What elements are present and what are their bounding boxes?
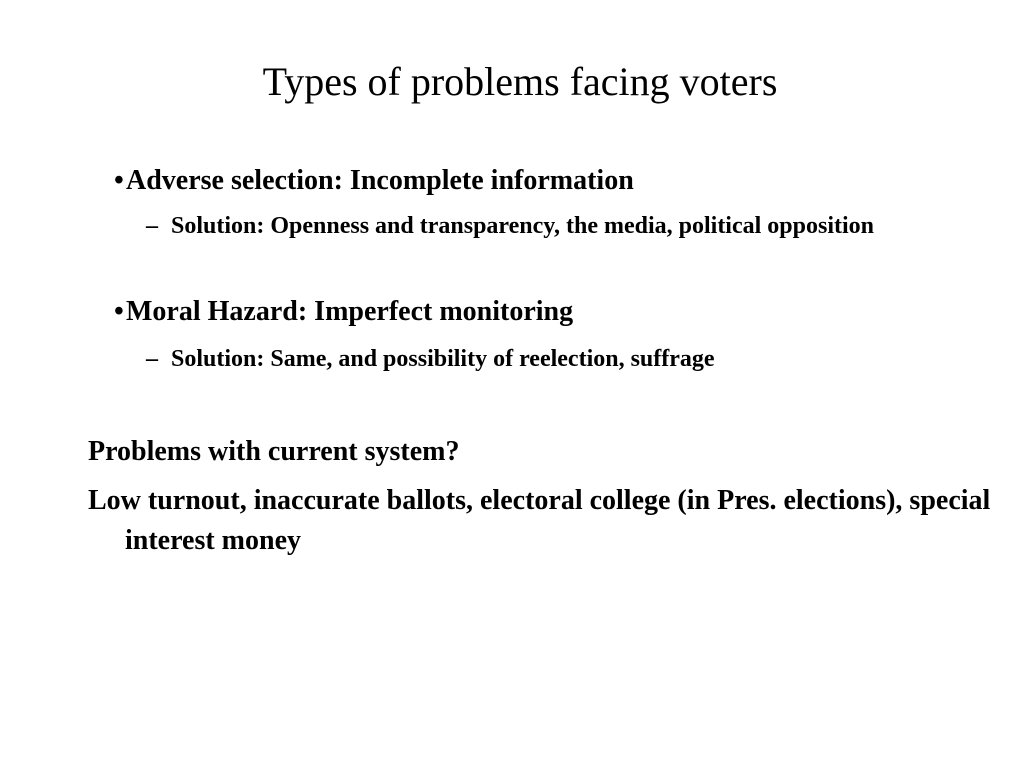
bullet-text: Moral Hazard: Imperfect monitoring <box>126 296 574 327</box>
bullet-text: Adverse selection: Incomplete information <box>126 165 634 196</box>
answer-text: Low turnout, inaccurate ballots, electoral college (in Pres. elections), special interest money <box>88 485 991 556</box>
sub-item-text: Solution: Same, and possibility of reelection, suffrage <box>171 346 715 372</box>
bullet-marker: • <box>114 165 124 196</box>
bullet-marker: • <box>114 296 124 327</box>
sub-item-text: Solution: Openness and transparency, the media, political opposition <box>171 213 875 239</box>
question-text: Problems with current system? <box>88 436 460 467</box>
sub-item-1 <box>146 208 946 245</box>
sub-item-2 <box>146 341 946 378</box>
slide-title: Types of problems facing voters <box>262 59 778 104</box>
dash-marker: – <box>146 346 158 372</box>
dash-marker: – <box>146 213 158 239</box>
